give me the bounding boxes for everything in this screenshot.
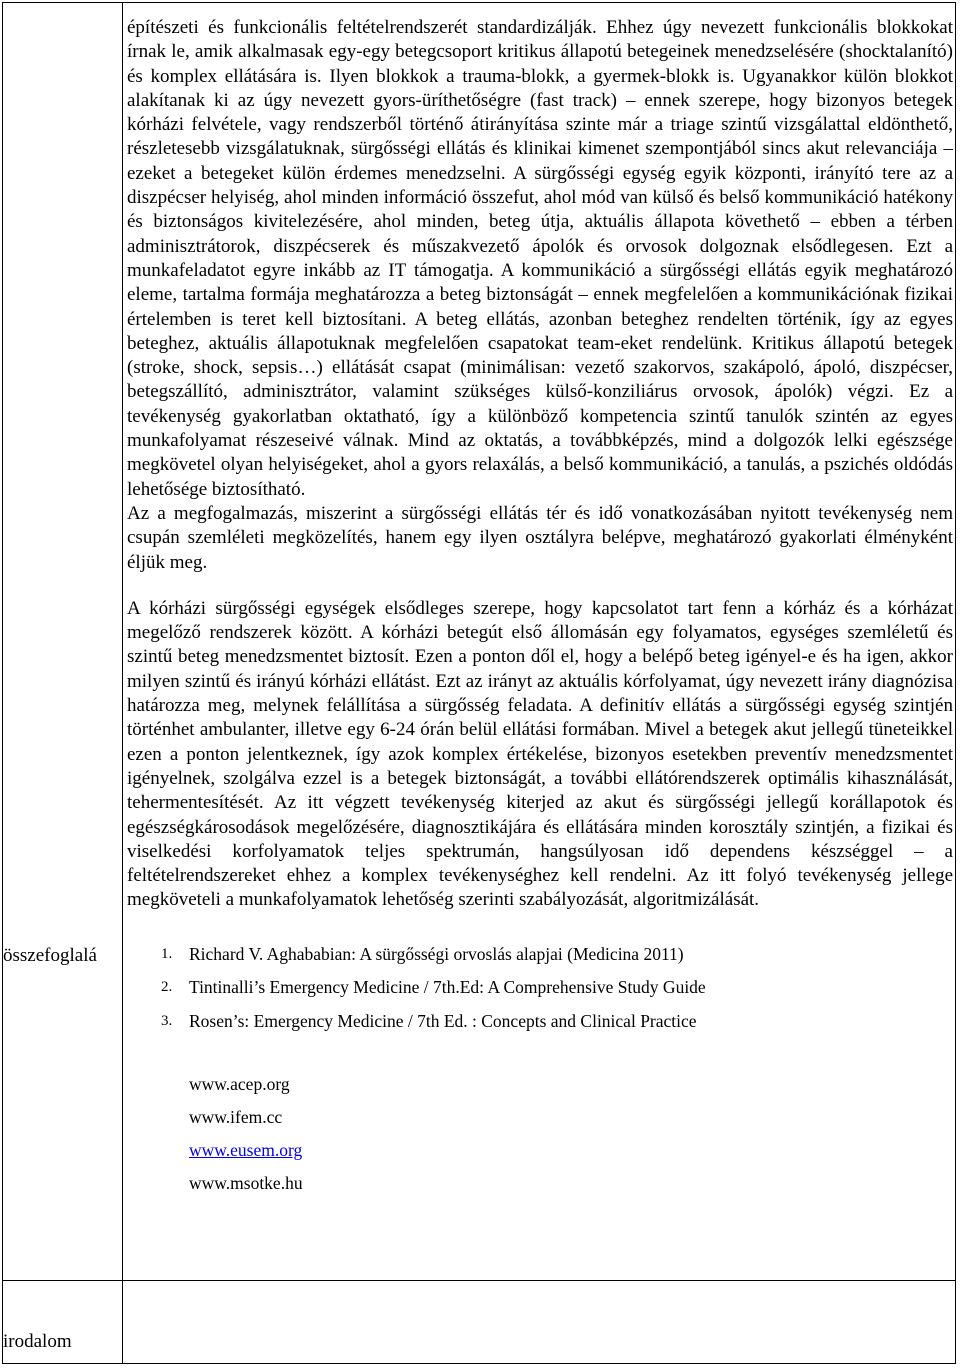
reference-number: 3. (161, 1012, 173, 1029)
reference-number: 2. (161, 979, 173, 996)
reference-item (127, 1005, 953, 1039)
web-link-text: www.acep.org (189, 1074, 290, 1095)
summary-row (3, 3, 956, 1281)
references-row (3, 1281, 956, 1364)
paragraph: Az a megfogalmazás, miszerint a sürgősségi ellátás tér és idő vonatkozásában nyitott tevékenység nem csupán szemléleti megközelítés, hanem egy ilyen osztályra belépve, meghatározó gyakorlati élményként éljük meg. (127, 502, 953, 573)
document-table (2, 2, 956, 1364)
web-link[interactable]: www.eusem.org (189, 1140, 303, 1161)
summary-label: összefoglalá (3, 945, 97, 966)
reference-item (127, 971, 953, 1005)
paragraph: A kórházi sürgősségi egységek elsődleges szerepe, hogy kapcsolatot tart fenn a kórház és a kórházat megelőző rendszerek között. A kórházi betegút első állomásán egy folyamatos, egységes szemléletű és szintű beteg menedzsmentet biztosít. Ezen a ponton dől el, hogy a belépő beteg igényel-e és ha igen, akkor milyen szintű és irányú kórházi ellátást. Ezt az irányt az aktuális kórfolyamat, úgy nevezett irány diagnózisa határozza meg, melynek felállítása a sürgősség feladata. A definitív ellátás a sürgősségi egység szintjén történhet ambulanter, illetve egy 6-24 órán belül ellátási formában. Mivel a betegek akut jellegű tüneteikkel ezen a ponton jelentkeznek, így azok komplex értékelése, bizonyos esetekben preventív menedzsmentet igényelnek, szolgálva ezzel is a betegek biztonságát, a további ellátórendszerek optimális kihasználását, tehermentesítését. Az itt végzett tevékenység kiterjed az akut és sürgősségi jellegű korállapotok és egészségkárosodások megelőzésére, diagnosztikájára és ellátására minden korosztály szintjén, a fizikai és viselkedési korfolyamatok teljes spektrumán, hangsúlyosan idő dependens készséggel – a feltételrendszereket ehhez a komplex tevékenységhez kell rendelni. Az itt folyó tevékenység jellege megköveteli a munkafolyamatok lehetőség szerinti szabályozását, algoritmizálását. (127, 597, 953, 911)
references-label-cell (3, 1281, 123, 1364)
web-link-list (127, 1068, 953, 1200)
reference-item (127, 938, 953, 972)
reference-list (127, 938, 953, 1039)
reference-text: Rosen’s: Emergency Medicine / 7th Ed. : Concepts and Clinical Practice (189, 1010, 697, 1031)
references-label: irodalom (3, 1331, 72, 1352)
references-content-cell (123, 1281, 956, 1364)
web-link-text: www.ifem.cc (189, 1107, 283, 1128)
summary-label-cell (3, 3, 123, 1281)
web-link-text: www.msotke.hu (189, 1173, 303, 1194)
reference-number: 1. (161, 945, 173, 962)
summary-content-cell (123, 3, 956, 1281)
paragraph: építészeti és funkcionális feltételrendszerét standardizálják. Ehhez úgy nevezett funkcionális blokkokat írnak le, amik alkalmasak egy-egy betegcsoport kritikus állapotú betegeinek menedzselésére (shocktalanító) és komplex ellátására is. Ilyen blokkok a trauma-blokk, a gyermek-blokk is. Ugyanakkor külön blokkot alakítanak ki az úgy nevezett gyors-üríthetőségre (fast track) – ennek szerepe, hogy bizonyos betegek kórházi felvétele, vagy rendszerből történő átirányítása szinte már a triage szintű vizsgálattal eldönthető, részletesebb vizsgálatuknak, sürgősségi ellátás és klinikai kimenet szempontjából sincs akut relevanciája – ezeket a betegeket külön érdemes menedzselni. A sürgősségi egység egyik központi, irányító tere az a diszpécser helyiség, ahol minden információ összefut, ahol mód van külső és belső kommunikáció hatékony és biztonságos kivitelezésére, ahol minden, beteg útja, aktuális állapota követhető – ebben a térben adminisztrátorok, diszpécserek és műszakvezető ápolók és orvosok dolgoznak elsődlegesen. Ezt a munkafeladatot egyre inkább az IT támogatja. A kommunikáció a sürgősségi ellátás egyik meghatározó eleme, tartalma formája meghatározza a beteg biztonságát – ennek megfelelően a kommunikációnak fizikai értelemben is teret kell biztosítani. A beteg ellátás, azonban beteghez rendelten történik, így az egyes beteghez, aktuális állapotuknak megfelelően csapatokat team-eket rendelünk. Kritikus állapotú betegek (stroke, shock, sepsis…) ellátását csapat (minimálisan: vezető szakorvos, szakápoló, ápoló, diszpécser, betegszállító, adminisztrátor, valamint szükséges külső-konziliárus orvosok, ápolók) végzi. Ez a tevékenység gyakorlatban oktatható, így a különböző kompetencia szintű tanulók szintén az egyes munkafolyamat részeseivé válnak. Mind az oktatás, a továbbképzés, mind a dolgozók lelki egészsége megkövetel olyan helyiségeket, ahol a gyors relaxálás, a belső kommunikáció, a tanulás, a pszichés oldódás lehetősége biztosítható. (127, 17, 953, 500)
reference-text: Richard V. Aghababian: A sürgősségi orvoslás alapjai (Medicina 2011) (189, 943, 684, 964)
reference-text: Tintinalli’s Emergency Medicine / 7th.Ed: A Comprehensive Study Guide (189, 977, 706, 998)
